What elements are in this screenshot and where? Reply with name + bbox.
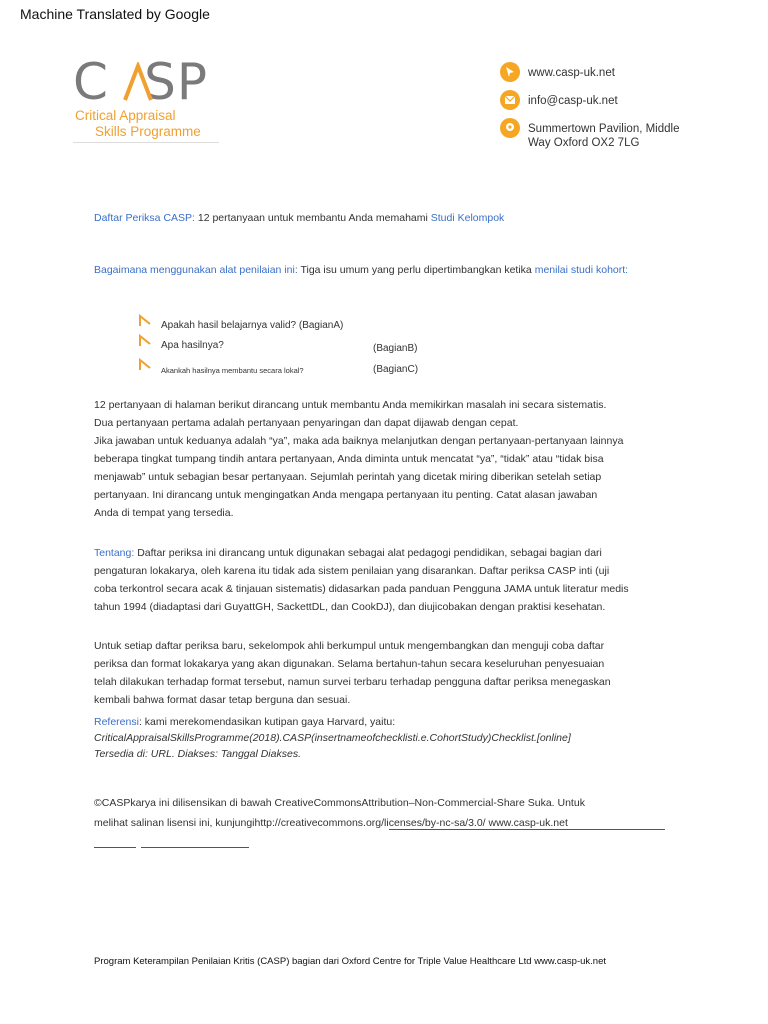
- contact-email: [500, 90, 618, 110]
- chevron-bullet-icon: [138, 358, 152, 372]
- license-underline: [389, 829, 665, 830]
- blank-line: [94, 847, 136, 848]
- contact-email-link[interactable]: info@casp-uk.net: [528, 95, 618, 107]
- section-b: Apa hasilnya?: [161, 340, 224, 351]
- logo-divider: [73, 142, 219, 143]
- how-to-use: Bagaimana menggunakan alat penilaian ini: Tiga isu umum yang perlu dipertimbangkan ketika menilai studi kohort:: [94, 264, 629, 276]
- blank-line: [141, 847, 249, 848]
- page-footer: Program Keterampilan Penilaian Kritis (CASP) bagian dari Oxford Centre for Triple Value Healthcare Ltd www.casp-uk.net: [94, 956, 607, 967]
- section-a: Apakah hasil belajarnya valid? (BagianA): [161, 320, 344, 331]
- contact-address: [500, 118, 679, 150]
- machine-translation-banner: Machine Translated by Google: [20, 6, 210, 22]
- development-paragraph: Untuk setiap daftar periksa baru, sekelompok ahli berkumpul untuk mengembangkan dan menguji coba daftar periksa dan format lokakarya yang akan digunakan. Selama bertahun-tahun secara keseluruhan penyesuaian telah dilakukan terhadap format tersebut, namun survei terbaru terhadap pengguna daftar periksa menegaskan kembali bahwa format dasar tetap berguna dan sesuai.: [94, 640, 611, 706]
- section-list: [138, 314, 438, 384]
- envelope-icon: [500, 90, 520, 110]
- section-c-part: (BagianC): [373, 364, 419, 375]
- contact-web-link[interactable]: www.casp-uk.net: [528, 67, 615, 79]
- contact-address-text: Summertown Pavilion, Middle Way Oxford OX2 7LG: [528, 123, 680, 149]
- about-paragraph: Tentang: Daftar periksa ini dirancang untuk digunakan sebagai alat pedagogi pendidikan, sebagai bagian dari pengaturan lokakarya, oleh karena itu tidak ada sistem penilaian yang disarankan. Daftar periksa CASP inti (uji coba terkontrol secara acak & tinjauan sistematis) didasarkan pada panduan Pengguna JAMA untuk literatur medis tahun 1994 (diadaptasi dari GuyattGH, SackettDL, dan CookDJ), dan diujicobakan dengan praktisi kesehatan.: [94, 547, 629, 613]
- section-b-part: (BagianB): [373, 343, 418, 354]
- intro-paragraph: 12 pertanyaan di halaman berikut dirancang untuk membantu Anda memikirkan masalah ini secara sistematis. Dua pertanyaan pertama adalah pertanyaan penyaringan dan dapat dijawab dengan cepat. Jika jawaban untuk keduanya adalah “ya”, maka ada baiknya melanjutkan dengan pertanyaan-pertanyaan lainnya beberapa tingkat tumpang tindih antara pertanyaan, Anda diminta untuk mencatat “ya”, “tidak” atau “tidak bisa menjawab” untuk sebagian besar pertanyaan. Sejumlah perintah yang dicetak miring diberikan setelah setiap pertanyaan. Ini dirancang untuk mengingatkan Anda mengapa pertanyaan itu penting. Catat alasan jawaban Anda di tempat yang tersedia.: [94, 399, 624, 519]
- chevron-bullet-icon: [138, 334, 152, 348]
- reference-block: Referensi: kami merekomendasikan kutipan gaya Harvard, yaitu: CriticalAppraisalSkillsProgramme(2018).CASP(insertnameofchecklisti.e.CohortStudy)Checklist.[online] Tersedia di: URL. Diakses: Tanggal Diakses.: [94, 716, 571, 760]
- contact-web: [500, 62, 615, 82]
- logo-a-chevron-icon: [121, 62, 155, 102]
- chevron-bullet-icon: [138, 314, 152, 328]
- license-link-line[interactable]: melihat salinan lisensi ini, kunjungihttp://creativecommons.org/licenses/by-nc-sa/3.0/ www.casp-uk.net: [94, 817, 568, 829]
- license-block: ©CASPkarya ini dilisensikan di bawah CreativeCommonsAttribution–Non-Commercial-Share Suka. Untuk melihat salinan lisensi ini, kunjungihttp://creativecommons.org/licenses/by-nc-sa/3.0/ www.casp-uk.net: [94, 793, 694, 833]
- logo-wordmark: C SP: [73, 53, 209, 111]
- logo-subtitle: Critical Appraisal Skills Programme: [75, 108, 201, 139]
- cursor-icon: [500, 62, 520, 82]
- casp-logo: [73, 53, 223, 146]
- section-c: Akankah hasilnya membantu secara lokal?: [161, 366, 304, 375]
- location-pin-icon: [500, 118, 520, 138]
- checklist-intro: Daftar Periksa CASP: 12 pertanyaan untuk membantu Anda memahami Studi Kelompok: [94, 212, 505, 224]
